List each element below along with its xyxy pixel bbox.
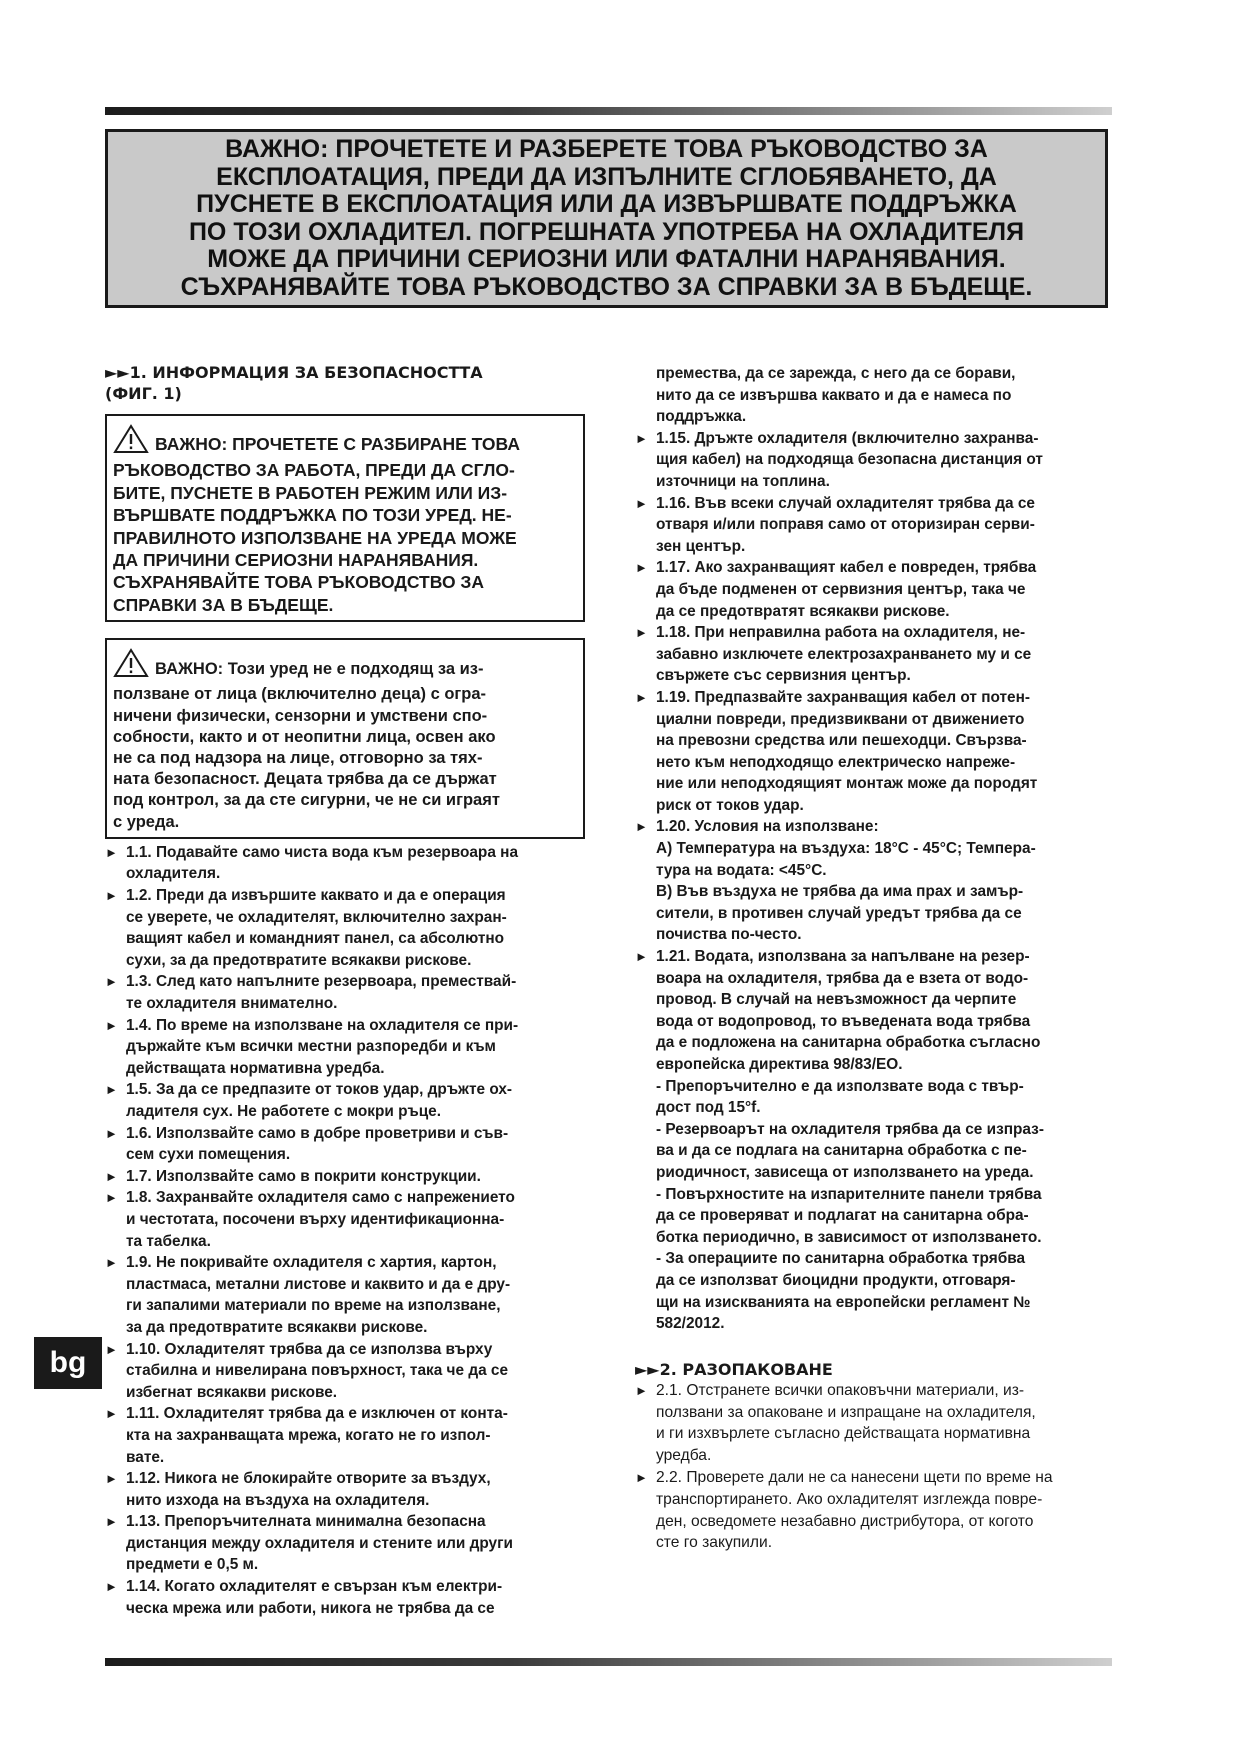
item-line: риск от токов удар. [656,796,804,814]
item-line: дост под 15°f. [656,1099,761,1117]
item-line: предмети е 0,5 м. [126,1556,259,1574]
bullet-arrow-icon: ► [105,1406,118,1422]
item-line: за да предотвратите всякакви рискове. [126,1318,428,1336]
section2-item-list [635,1380,1128,1554]
bullet-arrow-icon: ► [635,949,648,965]
item-line: B) Във въздуха не трябва да има прах и замър- [656,883,1024,901]
item-line: действащата нормативна уредба. [126,1059,385,1077]
item-line: нито изхода на въздуха на охладителя. [126,1491,430,1509]
item-line: 1.18. При неправилна работа на охладителя, не- [656,624,1026,642]
item-line: 1.12. Никога не блокирайте отворите за въздух, [126,1470,491,1488]
item-line: 2.2. Проверете дали не са нанесени щети по време на [656,1468,1053,1486]
warning-box-1: ВАЖНО: ПРОЧЕТЕТЕ С РАЗБИРАНЕ ТОВА РЪКОВОДСТВО ЗА РАБОТА, ПРЕДИ ДА СГЛО- БИТЕ, ПУСНЕТЕ В РАБОТЕН РЕЖИМ ИЛИ ИЗ- ВЪРШВАТЕ ПОДДРЪЖКА ПО ТОЗИ УРЕД. НЕ- ПРАВИЛНОТО ИЗПОЛЗВАНЕ НА УРЕДА МОЖЕ ДА ПРИЧИНИ СЕРИОЗНИ НАРАНЯВАНИЯ. СЪХРАНЯВАЙТЕ ТОВА РЪКОВОДСТВО ЗА СПРАВКИ ЗА В БЪДЕЩЕ. [105,414,585,622]
item-line: охладителя. [126,865,221,883]
section1-heading: ►►1. ИНФОРМАЦИЯ ЗА БЕЗОПАСНОСТТА (ФИГ. 1) [105,363,483,403]
bullet-arrow-icon: ► [105,974,118,990]
item-line: ден, осведомете незабавно дистрибутора, от когото [656,1512,1034,1530]
item-line: 1.4. По време на използване на охладителя се при- [126,1016,519,1034]
list-item [105,1015,591,1080]
item-line: и ги изхвърлете съгласно действащата нормативна [656,1425,1031,1443]
item-line: ние или неподходящият монтаж може да породят [656,775,1038,793]
bullet-arrow-icon: ► [105,1579,118,1595]
important-banner [105,129,1108,308]
item-line: ползвани за опаковане и изпращане на охладителя, [656,1403,1036,1421]
item-line: кта на захранващата мрежа, когато не го изпол- [126,1426,491,1444]
item-line: щия кабел) на подходяща безопасна дистанция от [656,451,1043,469]
item-line: 1.14. Когато охладителят е свързан към електри- [126,1578,503,1596]
item-line: да бъде подменен от сервизния център, така че [656,580,1026,598]
item-line: 1.9. Не покривайте охладителя с хартия, картон, [126,1254,497,1272]
item-line: свържете със сервизния център. [656,667,911,685]
item-line: циални повреди, предизвиквани от движението [656,710,1025,728]
item-line: 1.1. Подавайте само чиста вода към резервоара на [126,843,519,861]
bullet-arrow-icon: ► [635,689,648,705]
item-line: да се проверяват и подлагат на санитарна обра- [656,1207,1029,1225]
item-line: воара на охладителя, трябва да е взета от водо- [656,969,1029,987]
item-line: нето към неподходящо електрическо напреже- [656,753,1016,771]
item-line: да се предотвратят всякакви рискове. [656,602,950,620]
list-item [635,816,1128,946]
item-line: сте го закупили. [656,1534,773,1552]
item-line: 1.15. Дръжте охладителя (включително захранва- [656,429,1039,447]
right-column [635,363,1128,1554]
item-line: 1.3. След като напълните резервоара, премествай- [126,973,517,991]
continuation-text: премества, да се зарежда, с него да се борави, нито да се извършва каквато и да е намеса по поддръжка. [656,365,1016,426]
item-line: да се използват биоцидни продукти, отговаря- [656,1271,1016,1289]
section2-heading: ►►2. РАЗОПАКОВАНЕ [635,1359,833,1379]
item-line: държайте към всички местни разпоредби и към [126,1038,496,1056]
list-item [105,1166,591,1188]
item-line: стабилна и нивелирана повърхност, така че да се [126,1362,509,1380]
bullet-arrow-icon: ► [105,1168,118,1184]
item-line: пластмаса, метални листове и каквито и да е дру- [126,1275,511,1293]
item-line: отваря и/или поправя само от оторизиран серви- [656,516,1035,534]
item-line: - За операциите по санитарна обработка трябва [656,1250,1026,1268]
item-line: 1.2. Преди да извършите каквато и да е операция [126,887,506,905]
item-line: 1.11. Охладителят трябва да е изключен от конта- [126,1405,508,1423]
list-item [105,1468,591,1511]
list-item [635,493,1128,558]
section2 [635,1359,1128,1554]
item-line: вода от водопровод, то въведената вода трябва [656,1012,1031,1030]
bullet-arrow-icon: ► [105,888,118,904]
item-line: риодичност, зависеща от използването на уреда. [656,1163,1034,1181]
language-tab: bg [34,1337,102,1389]
list-item [105,1576,591,1619]
item-line: европейска директива 98/83/ЕО. [656,1056,903,1073]
bullet-arrow-icon: ► [635,625,648,641]
list-item [635,687,1128,817]
top-rule [105,107,1112,115]
list-item [105,1252,591,1338]
list-item [105,1123,591,1166]
item-line: на превозни средства или пешеходци. Свързва- [656,732,1027,750]
item-line: 1.17. Ако захранващият кабел е повреден, трябва [656,559,1037,577]
item-line: - Резервоарът на охладителя трябва да се изпраз- [656,1120,1044,1138]
bullet-arrow-icon: ► [635,819,648,835]
bullet-arrow-icon: ► [635,560,648,576]
item-line: да е подложена на санитарна обработка съгласно [656,1034,1041,1052]
bullet-arrow-icon: ► [105,1514,118,1530]
item-line: избегнат всякакви рискове. [126,1383,338,1401]
banner-text: ВАЖНО: ПРОЧЕТЕТЕ И РАЗБЕРЕТЕ ТОВА РЪКОВОДСТВО ЗА ЕКСПЛОАТАЦИЯ, ПРЕДИ ДА ИЗПЪЛНИТЕ СГЛОБЯВАНЕТО, ДА ПУСНЕТЕ В ЕКСПЛОАТАЦИЯ ИЛИ ДА ИЗВЪРШВАТЕ ПОДДРЪЖКА ПО ТОЗИ ОХЛАДИТЕЛ. ПОГРЕШНАТА УПОТРЕБА НА ОХЛАДИТЕЛЯ МОЖЕ ДА ПРИЧИНИ СЕРИОЗНИ ИЛИ ФАТАЛНИ НАРАНЯВАНИЯ. СЪХРАНЯВАЙТЕ ТОВА РЪКОВОДСТВО ЗА СПРАВКИ ЗА В БЪДЕЩЕ. [180,135,1033,301]
item-line: дистанция между охладителя и стените или други [126,1534,513,1552]
bullet-arrow-icon: ► [105,1017,118,1033]
item-line: 1.7. Използвайте само в покрити конструкции. [126,1167,481,1185]
item-line: вате. [126,1448,165,1466]
list-item [105,1187,591,1252]
item-line: източници на топлина. [656,472,830,490]
item-line: 1.10. Охладителят трябва да се използва върху [126,1340,493,1358]
item-line: зен център. [656,537,746,555]
bullet-arrow-icon: ► [105,1190,118,1206]
list-item [105,885,591,971]
bullet-arrow-icon: ► [105,1082,118,1098]
left-item-list [105,842,591,1619]
list-item [105,1403,591,1468]
bullet-arrow-icon: ► [635,1382,648,1398]
item-line: 1.16. Във всеки случай охладителят трябва да се [656,494,1035,512]
item-line: 1.5. За да се предпазите от токов удар, дръжте ох- [126,1081,513,1099]
bullet-arrow-icon: ► [105,1255,118,1271]
item-line: сухи, за да предотвратите всякакви рискове. [126,951,472,969]
list-item [635,622,1128,687]
item-line: забавно изключете електрозахранването му и се [656,645,1032,663]
item-line: 1.20. Условия на използване: [656,818,879,836]
list-item [105,971,591,1014]
right-item-list [635,428,1128,1335]
item-line: - Повърхностите на изпарителните панели трябва [656,1185,1042,1203]
item-line: та табелка. [126,1232,211,1250]
left-column [105,362,591,1619]
item-line: те охладителя внимателно. [126,995,338,1013]
bullet-arrow-icon: ► [635,495,648,511]
item-line: 582/2012. [656,1315,725,1333]
item-line: ги запалими материали по време на използване, [126,1297,501,1315]
list-item [105,1339,591,1404]
bullet-arrow-icon: ► [635,430,648,446]
list-item [105,1511,591,1576]
warning-triangle-icon [113,648,149,684]
item-line: ващият кабел и командният панел, са абсолютно [126,930,505,948]
item-line: сем сухи помещения. [126,1146,291,1164]
item-line: A) Температура на въздуха: 18°C - 45°C; Темпера- [656,840,1036,858]
item-line: и честотата, посочени върху идентификационна- [126,1210,505,1228]
item-line: ботка периодично, в зависимост от използването. [656,1228,1042,1246]
item-line: 2.1. Отстранете всички опаковъчни материали, из- [656,1381,1025,1399]
item-line: ладителя сух. Не работете с мокри ръце. [126,1103,441,1120]
item-line: ческа мрежа или работи, никога не трябва да се [126,1599,495,1617]
list-item [635,946,1128,1335]
warning-box-2: ВАЖНО: Този уред не е подходящ за из- ползване от лица (включително деца) с огра- ничени физически, сензорни и умствени спо- собности, както и от неопитни лица, освен ако не са под надзора на лице, отговорно за тях- ната безопасност. Децата трябва да се държат под контрол, за да сте сигурни, че не си играят с уреда. [105,638,585,839]
item-line: провод. В случай на невъзможност да черпите [656,991,1017,1009]
item-line: 1.6. Използвайте само в добре проветриви и съв- [126,1124,509,1142]
item-line: - Препоръчително е да използвате вода с твър- [656,1077,1024,1095]
bullet-arrow-icon: ► [635,1469,648,1485]
list-item [635,1380,1128,1467]
item-line: щи на изискванията на европейски регламент № [656,1293,1031,1311]
list-item [635,428,1128,493]
bullet-arrow-icon: ► [105,1471,118,1487]
bottom-rule [105,1658,1112,1666]
bullet-arrow-icon: ► [105,1125,118,1141]
list-item [635,1467,1128,1554]
item-line: транспортирането. Ако охладителят изглежда повре- [656,1490,1043,1508]
item-line: 1.8. Захранвайте охладителя само с напрежението [126,1189,515,1207]
item-line: 1.21. Водата, използвана за напълване на резер- [656,948,1030,966]
list-item [105,1079,591,1122]
list-item [105,842,591,885]
warning-triangle-icon [113,424,149,459]
item-line: тура на водата: <45°C. [656,861,827,879]
item-line: почиства по-често. [656,926,802,944]
item-line: сители, в противен случай уредът трябва да се [656,904,1022,922]
bullet-arrow-icon: ► [105,844,118,860]
item-line: ва и да се подлага на санитарна обработка с пе- [656,1142,1027,1160]
item-line: 1.13. Препоръчителната минимална безопасна [126,1513,486,1531]
item-line: уредба. [656,1447,712,1465]
list-item [635,557,1128,622]
bullet-arrow-icon: ► [105,1341,118,1357]
item-line: се уверете, че охладителят, включително захран- [126,908,507,926]
item-line: 1.19. Предпазвайте захранващия кабел от потен- [656,688,1031,706]
